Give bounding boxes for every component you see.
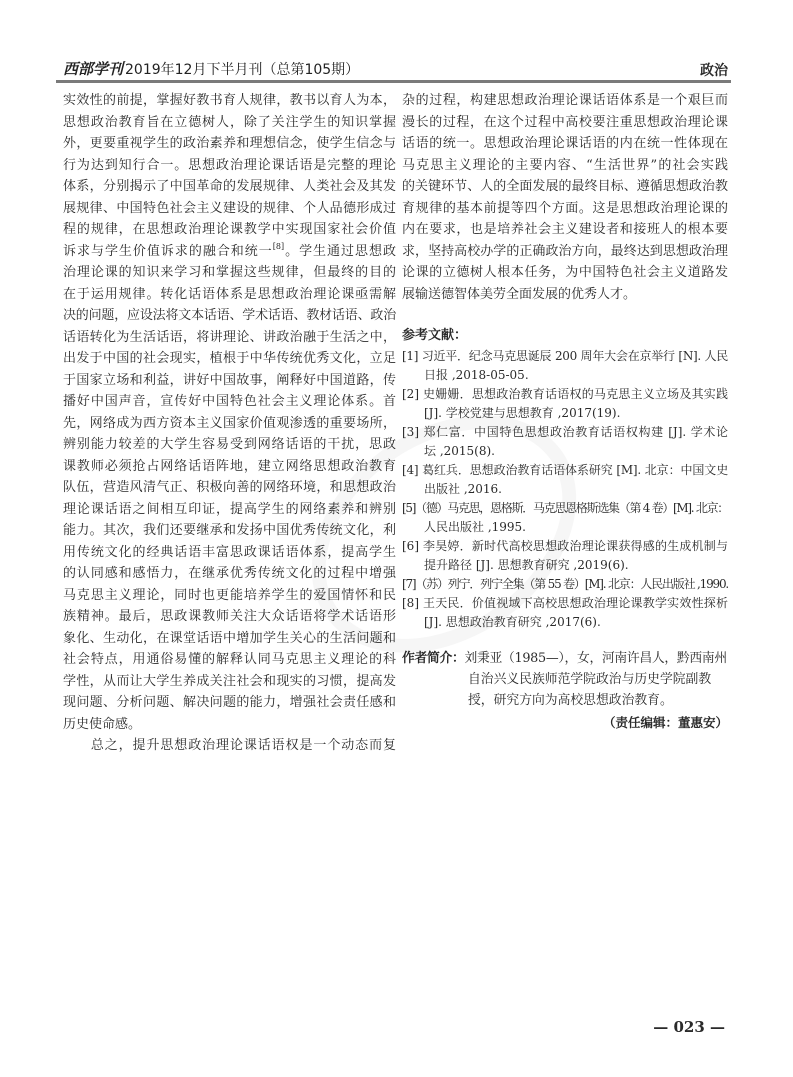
running-header (63, 58, 359, 79)
text-segment: 思想政治教育旨在立德树人，除了关注学生的知识掌握 (63, 114, 396, 130)
text-line (402, 112, 728, 134)
author-bio-line: 自治兴义民族师范学院政治与历史学院副教 (468, 672, 712, 687)
reference-line: [7]（苏）列宁．列宁全集（第 55 卷）[M]. 北京：人民出版社 ,1990. (402, 577, 728, 591)
text-segment: 马克思主义理论，同时也更能培养学生的爱国情怀和民 (63, 587, 396, 603)
text-segment: 的认同感和感悟力，在继承优秀传统文化的过程中增强 (63, 566, 396, 581)
text-segment: 出发于中国的社会现实，植根于中华传统优秀文化，立足 (63, 351, 396, 366)
left-column (63, 90, 396, 757)
text-line (402, 262, 728, 284)
text-line (63, 563, 396, 585)
reference-line: [5]（德）马克思，恩格斯．马克思恩格斯选集（第 4 卷）[M]. 北京： (402, 501, 728, 515)
text-segment: 实效性的前提，掌握好教书育人规律，教书以育人为本， (63, 93, 396, 108)
reference-line: [1] 习近平．纪念马克思诞辰 200 周年大会在京举行 [N]. 人民 (402, 349, 728, 363)
text-line (63, 628, 396, 650)
text-segment: 社会特点，用通俗易懂的解释认同马克思主义理论的科 (63, 652, 396, 667)
text-line (63, 198, 396, 220)
text-line (63, 155, 396, 177)
reference-line: 出版社 ,2016. (424, 482, 502, 496)
text-segment: 程的规律，在思想政治理论课教学中实现国家社会价值 (63, 222, 396, 237)
text-line (63, 241, 396, 263)
text-line (63, 112, 396, 134)
reference-item (402, 594, 728, 632)
text-line (402, 155, 728, 177)
text-segment: 内在要求，也是培养社会主义建设者和接班人的根本要 (402, 222, 728, 237)
text-segment: 论课的立德树人根本任务，为中国特色社会主义道路发 (402, 265, 728, 280)
text-segment: 马克思主义理论的主要内容、“生活世界”的社会实践 (402, 157, 728, 173)
text-line (63, 585, 396, 607)
text-line (63, 284, 396, 306)
text-line (402, 176, 728, 198)
text-segment: 能力。其次，我们还要继承和发扬中国优秀传统文化，利 (63, 523, 396, 538)
text-line (402, 198, 728, 220)
reference-item (402, 423, 728, 461)
reference-item (402, 347, 728, 385)
section-label: 政治 (700, 63, 728, 79)
reference-line: 坛 ,2015(8). (424, 444, 495, 458)
reference-line: [J]. 思想政治教育研究 ,2017(6). (424, 615, 601, 629)
text-segment: 课教师必须抢占网络话语阵地，建立网络思想政治教育 (63, 458, 396, 474)
reference-line: [2] 史姗姗．思想政治教育话语权的马克思主义立场及其实践 (402, 387, 728, 401)
text-segment: 总之，提升思想政治理论课话语权是一个动态而复 (63, 738, 396, 753)
text-segment: 现问题、分析问题、解决问题的能力，增强社会责任感和 (63, 695, 396, 710)
text-line (63, 90, 396, 112)
text-line (63, 477, 396, 499)
text-line (402, 284, 728, 306)
text-line (63, 692, 396, 714)
text-segment: 漫长的过程，在这个过程中高校要注重思想政治理论课 (402, 114, 728, 130)
text-segment: 历史使命感。 (63, 716, 142, 732)
text-line (63, 219, 396, 241)
text-line (402, 90, 728, 112)
author-bio-label: 作者简介： (402, 651, 465, 666)
responsible-editor: （责任编辑：董惠安） (602, 715, 728, 730)
text-segment: 。学生通过思想政 (284, 243, 396, 259)
text-segment: 理论课话语之间相互印证，提高学生的网络素养和辨别 (63, 501, 396, 517)
text-line (63, 499, 396, 521)
reference-line: [8] 王天民．价值视域下高校思想政治理论课教学实效性探析 (402, 596, 728, 610)
reference-line: [4] 葛红兵．思想政治教育话语体系研究 [M]. 北京：中国文史 (402, 463, 728, 477)
reference-item (402, 575, 728, 594)
reference-item (402, 461, 728, 499)
reference-item (402, 537, 728, 575)
text-line (63, 391, 396, 413)
reference-line: [6] 李昊婷．新时代高校思想政治理论课获得感的生成机制与 (402, 539, 728, 553)
text-segment: 辨别能力较差的大学生容易受到网络话语的干扰，思政 (63, 437, 396, 452)
text-segment: 治理论课的知识来学习和掌握这些规律，但最终的目的 (63, 265, 396, 280)
text-line (63, 133, 396, 155)
text-line (63, 671, 396, 693)
page-number: — 023 — (653, 1018, 725, 1036)
author-bio-line: 授，研究方向为高校思想政治教育。 (468, 693, 673, 708)
text-line (63, 262, 396, 284)
text-line (63, 413, 396, 435)
text-line (63, 649, 396, 671)
author-bio (402, 648, 728, 711)
text-line (63, 305, 396, 327)
references-title: 参考文献： (402, 328, 468, 343)
reference-line: 人民出版社 ,1995. (424, 520, 526, 534)
text-segment: 展规律、中国特色社会主义建设的规律、个人品德形成过 (63, 200, 396, 216)
text-segment: 话语的统一。思想政治理论课话语的内在统一性体现在 (402, 136, 728, 151)
text-segment: 在于运用规律。转化话语体系是思想政治理论课亟需解 (63, 286, 396, 302)
reference-line: 提升路径 [J]. 思想教育研究 ,2019(6). (424, 558, 629, 572)
text-segment: 求，坚持高校办学的正确政治方向，最终达到思想政治理 (402, 243, 728, 259)
text-segment: 用传统文化的经典话语丰富思政课话语体系，提高学生 (63, 544, 396, 560)
text-line (402, 219, 728, 241)
text-line (63, 176, 396, 198)
reference-line: [3] 郑仁富．中国特色思想政治教育话语权构建 [J]. 学术论 (402, 425, 728, 439)
reference-line: 日报 ,2018-05-05. (424, 368, 529, 382)
header-rule (56, 80, 731, 83)
text-segment: 族精神。最后，思政课教师关注大众话语将学术话语形 (63, 609, 396, 624)
text-line (63, 370, 396, 392)
text-line (63, 542, 396, 564)
text-segment: 诉求与学生价值诉求的融合和统一 (63, 243, 273, 259)
text-line (63, 348, 396, 370)
text-line (63, 456, 396, 478)
text-segment: 行为达到知行合一。思想政治理论课话语是完整的理论 (63, 157, 396, 173)
text-segment: 学性，从而让大学生养成关注社会和现实的习惯，提高发 (63, 673, 396, 689)
journal-logo: 西部学刊 (63, 60, 124, 78)
references (402, 325, 728, 632)
reference-line: [J]. 学校党建与思想教育 ,2017(19). (424, 406, 621, 420)
reference-item (402, 499, 728, 537)
text-segment: 展输送德智体美劳全面发展的优秀人才。 (402, 286, 637, 302)
citation-marker: [8] (272, 241, 285, 251)
text-segment: 的关键环节、人的全面发展的最终目标、遵循思想政治教 (402, 179, 728, 194)
text-segment: 决的问题，应设法将文本话语、学术话语、教材话语、政治 (63, 308, 396, 323)
reference-item (402, 385, 728, 423)
text-line (402, 133, 728, 155)
text-line (63, 714, 396, 736)
text-segment: 育规律的基本前提等四个方面。这是思想政治理论课的 (402, 200, 728, 216)
text-line (63, 434, 396, 456)
text-line (402, 241, 728, 263)
text-segment: 杂的过程，构建思想政治理论课话语体系是一个艰巨而 (402, 93, 728, 108)
text-line (63, 606, 396, 628)
right-column (402, 90, 728, 305)
text-segment: 话语转化为生活话语，将讲理论、讲政治融于生活之中， (63, 329, 396, 345)
reference-list (402, 347, 728, 632)
text-segment: 象化、生动化，在课堂话语中增加学生关心的生活问题和 (63, 630, 396, 646)
text-line (63, 735, 396, 757)
text-segment: 播好中国声音，宣传好中国特色社会主义理论体系。首 (63, 394, 396, 409)
text-segment: 先，网络成为西方资本主义国家价值观渗透的重要场所， (63, 415, 396, 431)
text-line (63, 327, 396, 349)
text-segment: 外，更要重视学生的政治素养和理想信念，使学生信念与 (63, 136, 396, 151)
text-segment: 于国家立场和利益，讲好中国故事，阐释好中国道路，传 (63, 372, 396, 388)
author-bio-line: 刘秉亚（1985—），女，河南许昌人，黔西南州 (464, 651, 727, 666)
text-segment: 队伍，营造风清气正、积极向善的网络环境，和思想政治 (63, 480, 396, 495)
text-line (63, 520, 396, 542)
text-segment: 体系，分别揭示了中国革命的发展规律、人类社会及其发 (63, 179, 396, 194)
issue-info: 2019年12月下半月刊（总第105期） (125, 62, 360, 78)
